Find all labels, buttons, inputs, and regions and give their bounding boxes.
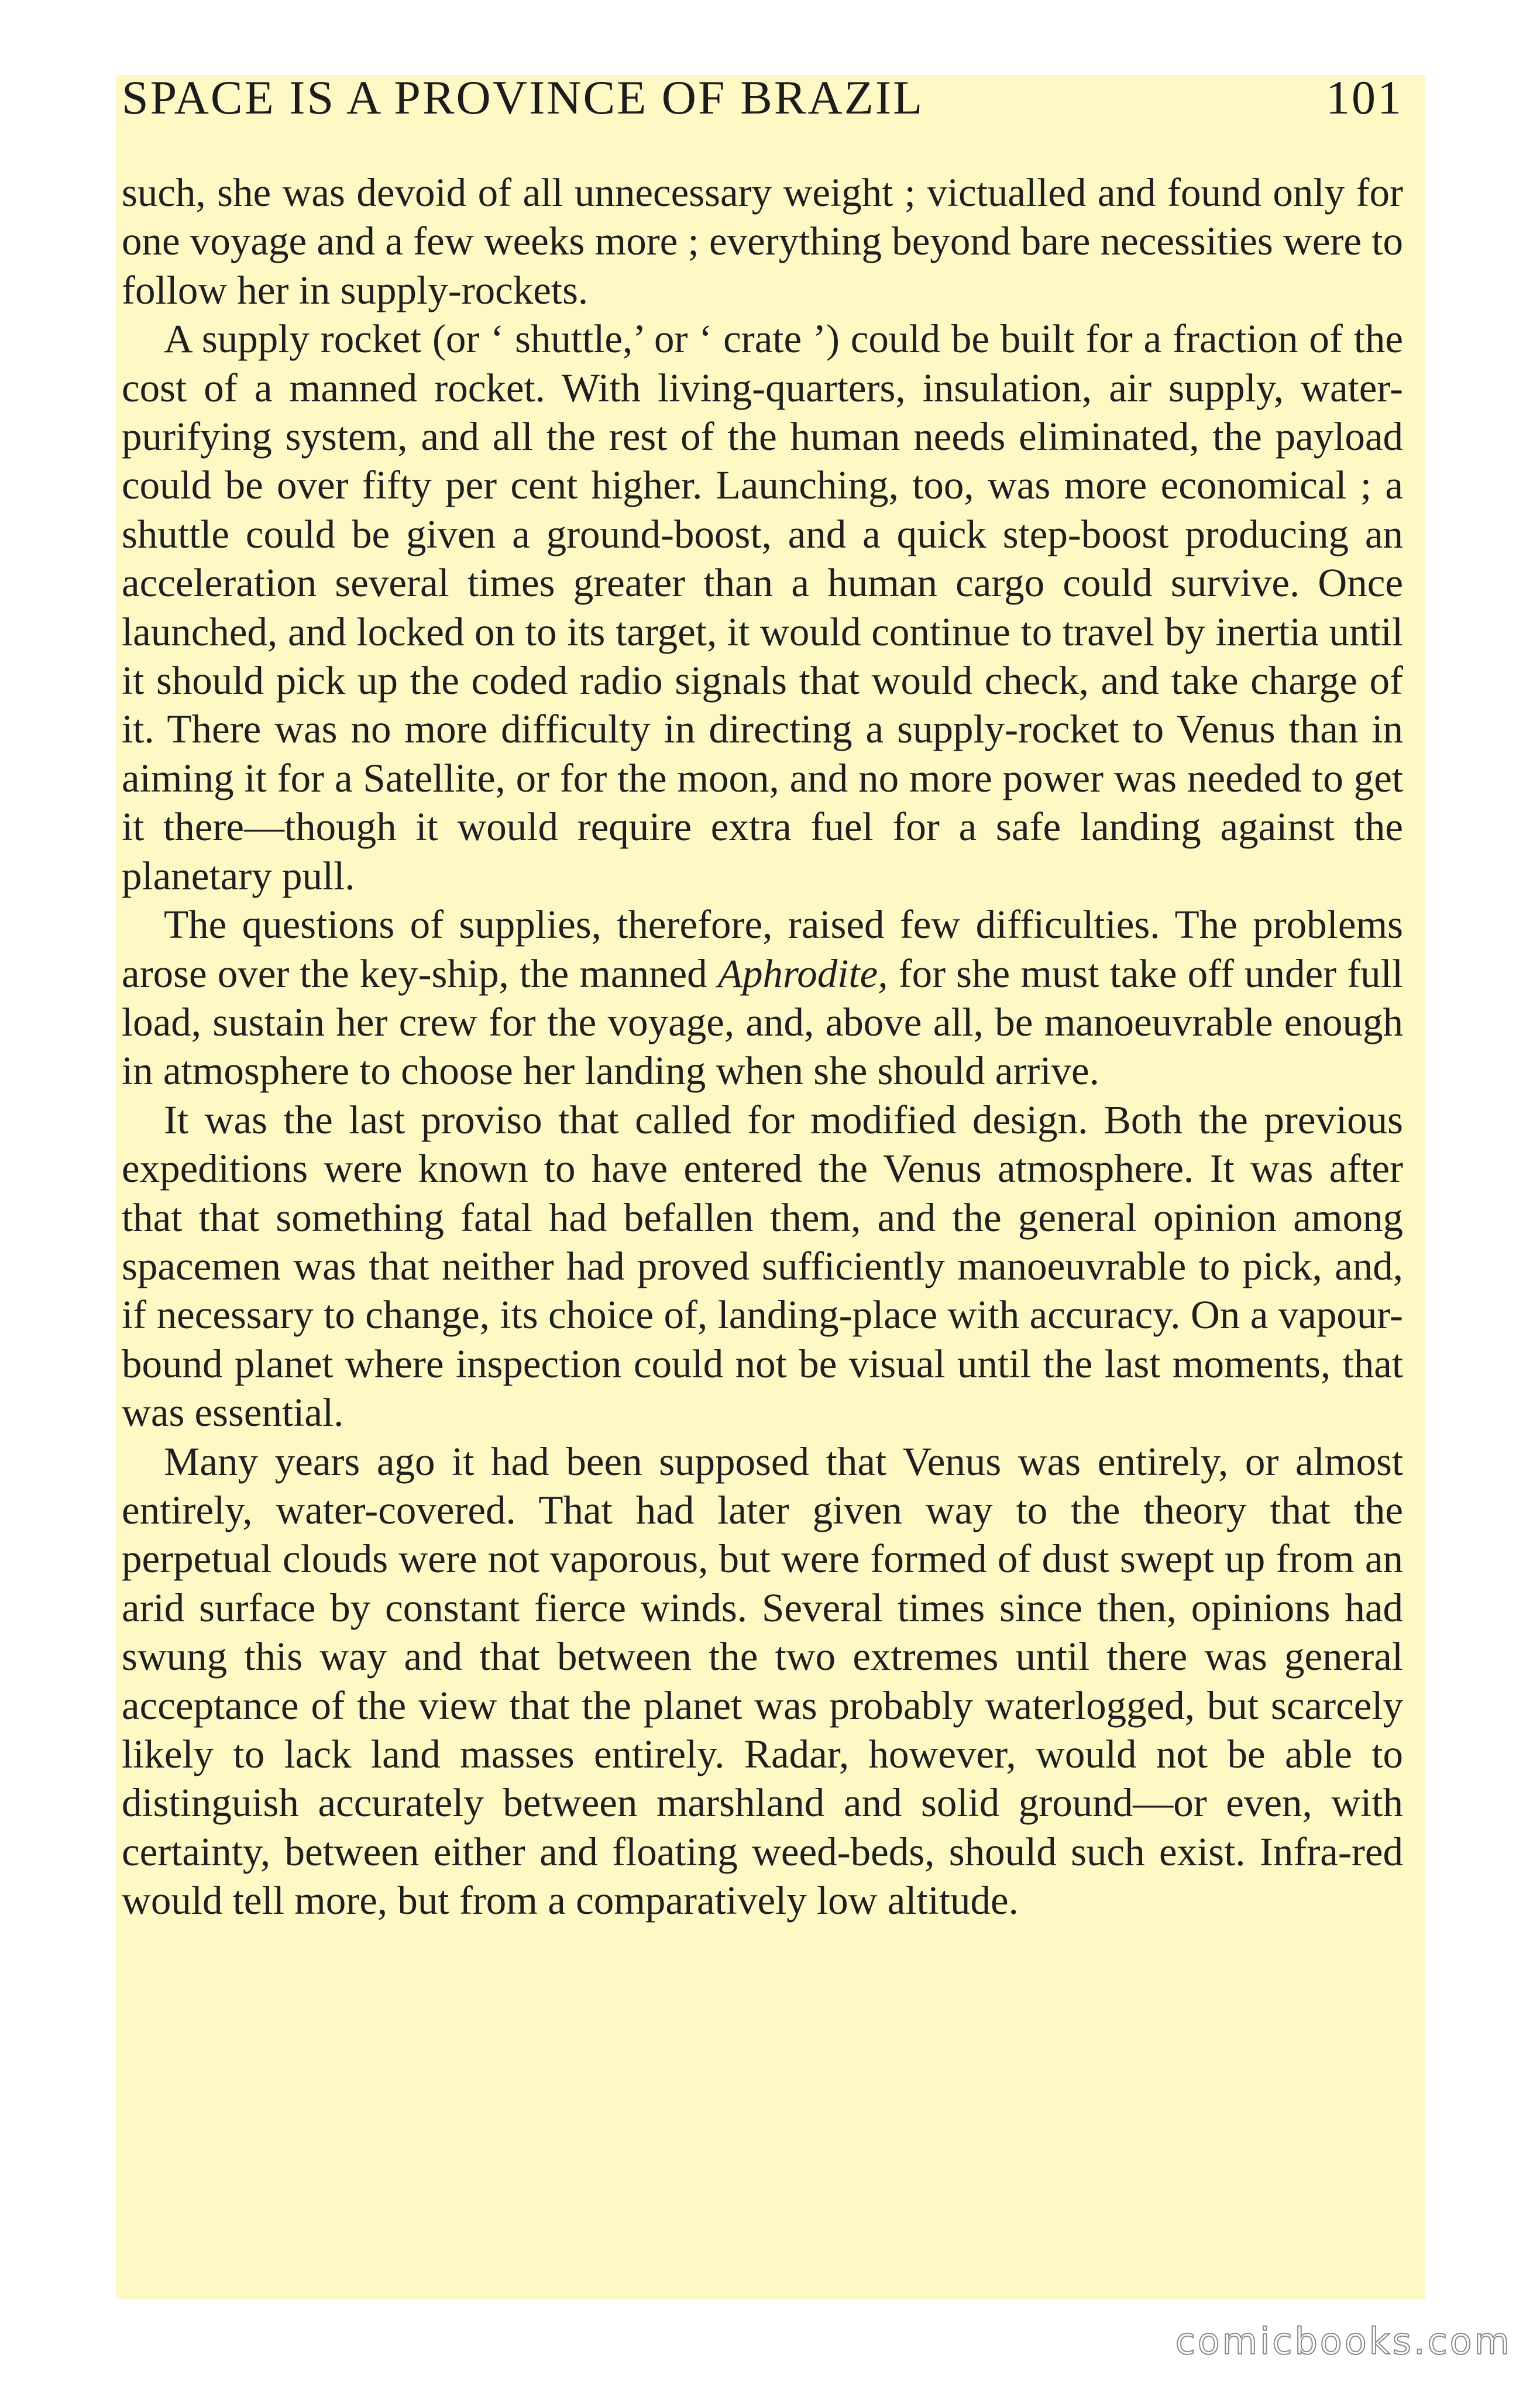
paragraph-3-end: for she must take off under full load, sustain her crew for the voyage, and, above all, be manoeuvrable enough in atmosphere to choose her landing when she should arrive. [122, 951, 1403, 1094]
body-text [122, 169, 1403, 1926]
watermark: comicbooks.com [1175, 2320, 1512, 2363]
paragraph-3 [122, 900, 1403, 1096]
paragraph-1: such, she was devoid of all unnecessary weight ; victualled and found only for one voyage and a few weeks more ; everything beyond bare necessities were to follow her in supply-rockets. [122, 170, 1403, 312]
ship-name-italic: Aphrodite, [717, 951, 888, 996]
running-head [122, 63, 1403, 139]
page-number: 101 [1326, 71, 1403, 124]
paragraph-5: Many years ago it had been supposed that Venus was entirely, or almost entirely, water-covered. That had later given way to the theory that the perpetual clouds were not vaporous, but were formed of dust swept up from an arid surface by constant fierce winds. Several times since then, opinions had swung this way and that between the two extremes until there was general acceptance of the view that the planet was probably waterlogged, but scarcely likely to lack land masses entirely. Radar, however, would not be able to distinguish accurately between marshland and solid ground—or even, with certainty, between either and floating weed-beds, should such exist. Infra-red would tell more, but from a comparatively low altitude. [122, 1439, 1403, 1923]
paragraph-2: A supply rocket (or ‘ shuttle,’ or ‘ crate ’) could be built for a fraction of the cost of a manned rocket. With living-quarters, insulation, air supply, water-purifying system, and all the rest of the human needs eliminated, the payload could be over fifty per cent higher. Launching, too, was more economical ; a shuttle could be given a ground-boost, and a quick step-boost producing an acceleration several times greater than a human cargo could survive. Once launched, and locked on to its target, it would continue to travel by inertia until it should pick up the coded radio signals that would check, and take charge of it. There was no more difficulty in directing a supply-rocket to Venus than in aiming it for a Satellite, or for the moon, and no more power was needed to get it there—though it would require extra fuel for a safe landing against the planetary pull. [122, 317, 1403, 898]
running-title: SPACE IS A PROVINCE OF BRAZIL [122, 71, 924, 124]
paragraph-4: It was the last proviso that called for modified design. Both the previous expeditions were known to have entered the Venus atmosphere. It was after that that something fatal had befallen them, and the general opinion among spacemen was that neither had proved sufficiently manoeuvrable to pick, and, if necessary to change, its choice of, landing-place with accuracy. On a vapour-bound planet where inspection could not be visual until the last moments, that was essential. [122, 1097, 1403, 1435]
paragraph-3-start: The questions of supplies, therefore, raised few difficulties. The problems arose over the key-ship, the manned [122, 902, 1403, 996]
